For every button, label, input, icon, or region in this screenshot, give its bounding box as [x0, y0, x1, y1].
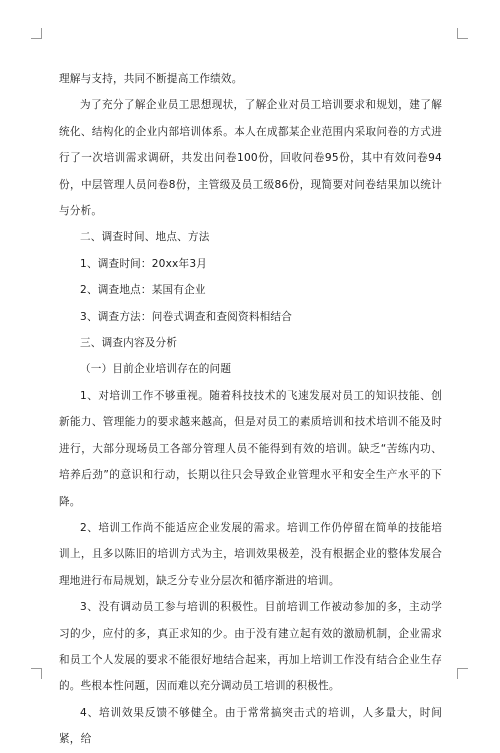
crop-mark-bottom-left: [31, 668, 42, 679]
crop-mark-bottom-right: [457, 668, 468, 679]
document-body: [59, 66, 442, 753]
paragraph-problem-4: 4、培训效果反馈不够健全。由于常常搞突击式的培训，人多量大，时间紧，给: [59, 706, 442, 746]
crop-mark-top-left: [31, 28, 42, 39]
list-item-survey-method: 3、调查方法：问卷式调查和查阅资料相结合: [80, 310, 293, 323]
list-item-survey-time: 1、调查时间：20xx年3月: [80, 257, 208, 270]
subsection-heading-problems: （一）目前企业培训存在的问题: [80, 363, 232, 376]
paragraph-problem-2: 2、培训工作尚不能适应企业发展的需求。培训工作仍停留在简单的技能培训上，且多以陈旧的培训方式为主，培训效果极差，没有根据企业的整体发展合理地进行布局规划，缺乏分专业分层次和循序渐进的培训。: [59, 521, 442, 587]
paragraph-intro: 为了充分了解企业员工思想现状，了解企业对员工培训要求和规划，建了解统化、结构化的企业内部培训体系。本人在成都某企业范围内采取问卷的方式进行了一次培训需求调研，共发出问卷100份，回收问卷95份，其中有效问卷94份，中层管理人员问卷8份，主管级及员工级86份，现简要对问卷结果加以统计与分析。: [59, 99, 442, 218]
paragraph-problem-1: 1、对培训工作不够重视。随着科技技术的飞速发展对员工的知识技能、创新能力、管理能力的要求越来越高，但是对员工的素质培训和技术培训不能及时进行，大部分现场员工各部分管理人员不能得到有效的培训。缺乏“苦练内功、培养后劲”的意识和行动，长期以往只会导致企业管理水平和安全生产水平的下降。: [59, 389, 442, 508]
paragraph-problem-3: 3、没有调动员工参与培训的积极性。目前培训工作被动参加的多，主动学习的少，应付的多，真正求知的少。由于没有建立起有效的激励机制，企业需求和员工个人发展的要求不能很好地结合起来，再加上培训工作没有结合企业生存的。些根本性问题，因而难以充分调动员工培训的积极性。: [59, 601, 442, 693]
paragraph-continuation: 理解与支持，共同不断提高工作绩效。: [59, 73, 243, 85]
section-heading-content-analysis: 三、调查内容及分析: [80, 337, 178, 350]
section-heading-time-place-method: 二、调查时间、地点、方法: [80, 231, 210, 244]
crop-mark-top-right: [457, 28, 468, 39]
list-item-survey-place: 2、调查地点：某国有企业: [80, 284, 206, 297]
